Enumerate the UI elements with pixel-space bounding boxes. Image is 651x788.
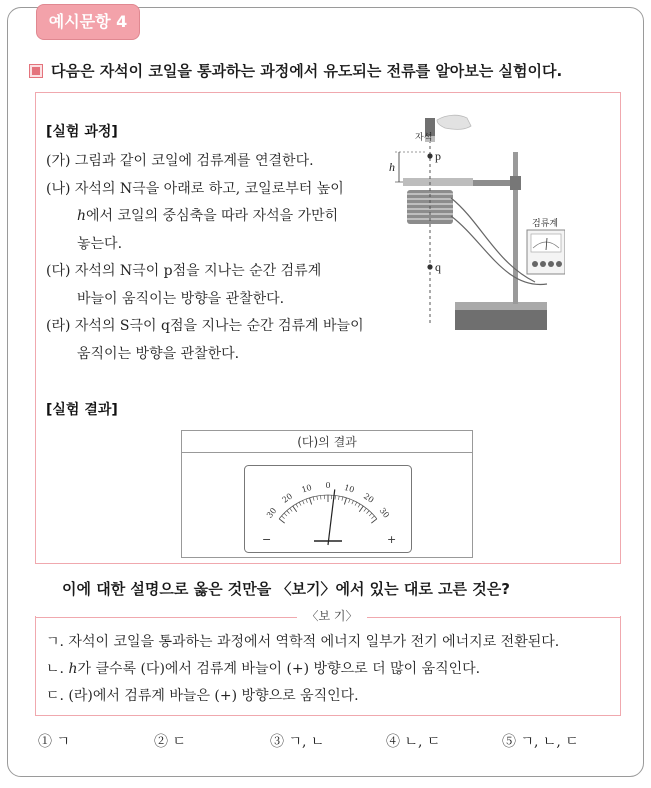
answer-prompt: 이에 대한 설명으로 옳은 것만을 〈보기〉에서 있는 대로 고른 것은? — [62, 580, 510, 598]
dial-label: 30 — [377, 506, 392, 520]
choice-1[interactable]: ① ㄱ — [38, 734, 70, 750]
step-marker: (라) — [46, 318, 71, 334]
step-text: 움직이는 방향을 관찰한다. — [77, 345, 240, 362]
plus-label: + — [387, 533, 397, 546]
dial-label: 0 — [325, 481, 331, 490]
choice-2[interactable]: ② ㄷ — [154, 734, 186, 750]
bogi-item-ga: ㄱ. 자석이 코일을 통과하는 과정에서 역학적 에너지 일부가 전기 에너지로 전환된다. — [46, 634, 560, 650]
step-ga — [46, 148, 376, 176]
square-bullet-icon — [30, 65, 42, 77]
step-da — [46, 258, 376, 313]
label-magnet: 자석 — [415, 132, 433, 142]
item-tag: 예시문항 4 — [36, 4, 140, 40]
step-text: 놓는다. — [77, 235, 123, 252]
bogi-title: 〈보 기〉 — [306, 609, 358, 623]
process-steps — [46, 148, 376, 368]
step-ra — [46, 313, 376, 368]
galvanometer-icon — [527, 230, 565, 274]
step-text: h에서 코일의 중심축을 따라 자석을 가만히 — [77, 208, 339, 224]
label-p: p — [435, 149, 441, 163]
dial-label: 30 — [264, 506, 279, 520]
choice-4[interactable]: ④ ㄴ, ㄷ — [386, 734, 441, 750]
hand-icon — [437, 115, 471, 129]
step-marker: (다) — [46, 263, 71, 279]
question-stem — [30, 60, 562, 81]
choice-3[interactable]: ③ ㄱ, ㄴ — [270, 734, 325, 750]
variable-h: h — [68, 661, 78, 677]
variable-h: h — [77, 208, 87, 224]
label-q: q — [435, 260, 441, 274]
clamp-knob — [510, 176, 521, 190]
label-h: h — [389, 160, 395, 174]
step-text: 자석의 N극을 아래로 하고, 코일로부터 높이 — [74, 180, 344, 197]
step-marker: (나) — [46, 180, 71, 197]
result-panel-label: (다)의 결과 — [182, 431, 472, 453]
dial-label: 20 — [280, 491, 295, 505]
dial-label: 20 — [361, 491, 376, 505]
step-text: 바늘이 움직이는 방향을 관찰한다. — [77, 290, 285, 307]
dial-label: 10 — [300, 482, 313, 495]
bogi-item-da: ㄷ. (라)에서 검류계 바늘은 (+) 방향으로 움직인다. — [46, 688, 359, 704]
result-title: [실험 결과] — [46, 402, 118, 418]
bogi-items — [46, 629, 559, 710]
dial-label: 10 — [343, 482, 356, 495]
stand-base — [455, 308, 547, 330]
result-panel — [181, 430, 473, 558]
apparatus-figure — [385, 112, 565, 344]
minus-label: − — [262, 533, 272, 546]
coil-platform — [403, 178, 473, 186]
point-q — [427, 264, 432, 269]
choice-5[interactable]: ⑤ ㄱ, ㄴ, ㄷ — [502, 734, 579, 750]
wire-1 — [451, 198, 535, 282]
stand-rod — [513, 152, 518, 304]
step-marker: (가) — [46, 153, 71, 169]
step-na — [46, 176, 376, 259]
step-text: 그림과 같이 코일에 검류계를 연결한다. — [74, 153, 314, 169]
step-text: 자석의 N극이 p점을 지나는 순간 검류계 — [74, 263, 322, 279]
question-text: 다음은 자석이 코일을 통과하는 과정에서 유도되는 전류를 알아보는 실험이다. — [51, 62, 563, 80]
label-galvanometer: 검류계 — [532, 218, 559, 228]
process-title: [실험 과정] — [46, 124, 118, 140]
point-p — [427, 153, 432, 158]
step-text: 자석의 S극이 q점을 지나는 순간 검류계 바늘이 — [74, 318, 364, 334]
stand-base-top — [455, 302, 547, 310]
bogi-item-na: ㄴ. h가 클수록 (다)에서 검류계 바늘이 (+) 방향으로 더 많이 움직인다. — [46, 661, 481, 677]
galvanometer-dial — [244, 465, 412, 553]
